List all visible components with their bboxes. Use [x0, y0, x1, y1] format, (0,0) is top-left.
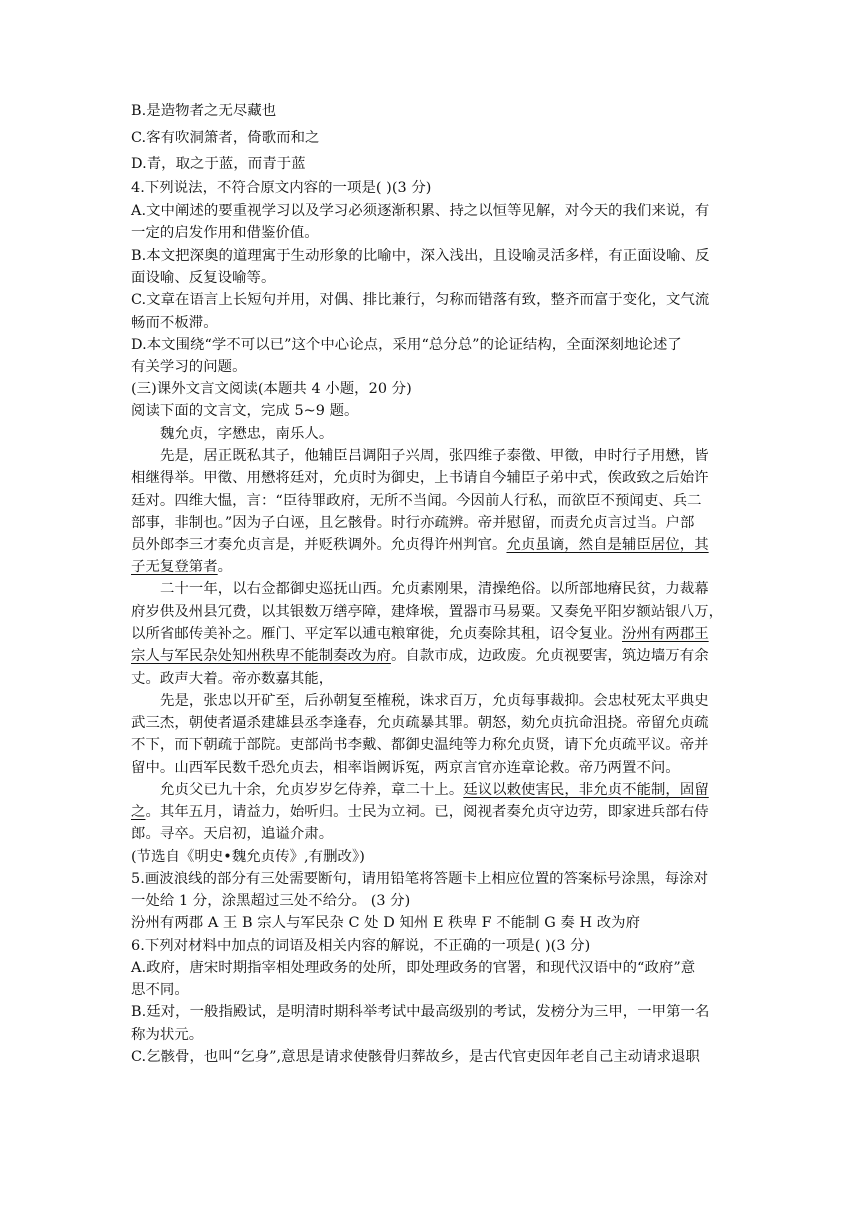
passage-line: 宗人与军民杂处知州秩卑不能制奏改为府。自款市成，边政废。允贞视要害，筑边墙万有余 [131, 648, 709, 664]
passage-line: 廷对。四维大愠，言：“臣待罪政府，无所不当闻。今因前人行私，而欲臣不预闻吏、兵二 [131, 493, 702, 509]
q6-option-b-cont: 称为状元。 [131, 1027, 204, 1043]
wavy-line-segment: 汾州有两郡王 [621, 626, 709, 642]
passage-line: 魏允贞，字懋忠，南乐人。 [160, 426, 334, 442]
question-6: 6.下列对材料中加点的词语及相关内容的解说，不正确的一项是( )(3 分) [131, 938, 591, 954]
q6-option-a: A.政府，唐宋时期指宰相处理政务的处所，即处理政务的官署，和现代汉语中的“政府”意 [131, 960, 696, 976]
option-c: C.客有吹洞箫者，倚歌而和之 [131, 130, 320, 146]
q6-option-a-cont: 思不同。 [131, 982, 189, 998]
q4-option-b-cont: 面设喻、反复设喻等。 [131, 270, 276, 286]
option-b: B.是造物者之无尽藏也 [131, 103, 277, 119]
passage-line: 之。其年五月，请益力，始听归。士民为立祠。已，阅视者奏允贞守边劳，即家进兵部右侍 [131, 804, 709, 820]
q6-option-c: C.乞骸骨，也叫“乞身”,意思是请求使骸骨归葬故乡，是古代官吏因年老自己主动请求退职 [131, 1049, 700, 1065]
passage-line: 部事，非制也。”因为子白诬，且乞骸骨。时行亦疏辨。帝并慰留，而责允贞言过当。户部 [131, 515, 695, 531]
passage-line: 留中。山西军民数千恐允贞去，相率诣阙诉冤，两京言官亦连章论救。帝乃两置不问。 [131, 760, 680, 776]
underlined-sentence-1: 允贞虽谪，然自是辅臣居位，其 [506, 537, 709, 553]
passage-line: 员外郎李三才奏允贞言是，并贬秩调外。允贞得许州判官。允贞虽谪，然自是辅臣居位，其 [131, 537, 709, 553]
question-4: 4.下列说法，不符合原文内容的一项是( )(3 分) [131, 180, 432, 196]
passage-line: 武三杰，朝使者逼杀建雄县丞李逢春，允贞疏暴其罪。朝怒，劾允贞抗命沮挠。帝留允贞疏 [131, 715, 709, 731]
source-note: (节选自《明史•魏允贞传》,有删改》) [131, 849, 365, 865]
q4-option-d: D.本文围绕“学不可以已”这个中心论点，采用“总分总”的论证结构，全面深刻地论述了 [131, 337, 682, 353]
passage-line: 府岁供及州县冗费，以其银数万缮亭障，建烽堠，置器市马易粟。又奏免平阳岁额站银八万， [131, 604, 724, 620]
underlined-sentence-1-cont: 子无复登第者 [131, 559, 218, 575]
q4-option-a-cont: 一定的启发作用和借鉴价值。 [131, 225, 319, 241]
passage-line: 丈。政声大着。帝亦数嘉其能， [131, 671, 334, 687]
question-5-cont: 一处给 1 分，涂黑超过三处不给分。 (3 分) [131, 893, 411, 909]
passage-line: 二十一年，以右佥都御史巡抚山西。允贞素刚果，清操绝俗。以所部地瘠民贫，力裁幕 [160, 581, 709, 597]
section-heading: (三)课外文言文阅读(本题共 4 小题，20 分) [131, 381, 412, 397]
reading-instruction: 阅读下面的文言文，完成 5~9 题。 [131, 403, 359, 419]
question-5-answer-markers: 汾州有两郡 A 王 B 宗人与军民杂 C 处 D 知州 E 秩卑 F 不能制 G 奏 H 改为府 [131, 915, 641, 931]
passage-line: 郎。寻卒。天启初，追谥介肃。 [131, 826, 334, 842]
passage-line: 不下，而下朝疏于部院。吏部尚书李戴、都御史温纯等力称允贞贤，请下允贞疏平议。帝并 [131, 737, 709, 753]
passage-line: 子无复登第者。 [131, 559, 233, 575]
q4-option-b: B.本文把深奥的道理寓于生动形象的比喻中，深入浅出，且设喻灵活多样，有正面设喻、反 [131, 248, 710, 264]
q4-option-c: C.文章在语言上长短句并用，对偶、排比兼行，匀称而错落有致，整齐而富于变化，文气流 [131, 292, 710, 308]
q6-option-b: B.廷对，一般指殿试，是明清时期科举考试中最高级别的考试，发榜分为三甲，一甲第一名 [131, 1004, 710, 1020]
option-d: D.青，取之于蓝，而青于蓝 [131, 156, 306, 172]
underlined-sentence-2: 廷议以敕使害民，非允贞不能制，固留 [463, 782, 709, 798]
q4-option-c-cont: 畅而不板滞。 [131, 315, 218, 331]
passage-line: 允贞父已九十余，允贞岁岁乞侍养，章二十上。廷议以敕使害民，非允贞不能制，固留 [160, 782, 709, 798]
q4-option-a: A.文中阐述的要重视学习以及学习必须逐渐积累、持之以恒等见解，对今天的我们来说，有 [131, 203, 710, 219]
passage-line: 以所省邮传美补之。雁门、平定军以逋屯粮窜徙，允贞奏除其租，诏令复业。汾州有两郡王 [131, 626, 709, 642]
question-5: 5.画波浪线的部分有三处需要断句，请用铅笔将答题卡上相应位置的答案标号涂黑，每涂对 [131, 871, 709, 887]
passage-line: 相继得举。甲徵、用懋将廷对，允贞时为御史，上书请自今辅臣子弟中式，俟政致之后始许 [131, 470, 709, 486]
q4-option-d-cont: 有关学习的问题。 [131, 359, 247, 375]
passage-line: 先是，居正既私其子，他辅臣吕调阳子兴周，张四维子泰徵、甲徵，申时行子用懋，皆 [160, 448, 709, 464]
wavy-line-segment-cont: 宗人与军民杂处知州秩卑不能制奏改为府 [131, 648, 391, 664]
underlined-sentence-2-cont: 之 [131, 804, 146, 820]
passage-line: 先是，张忠以开矿至，后孙朝复至榷税，诛求百万，允贞每事裁抑。会忠杖死太平典史 [160, 693, 709, 709]
